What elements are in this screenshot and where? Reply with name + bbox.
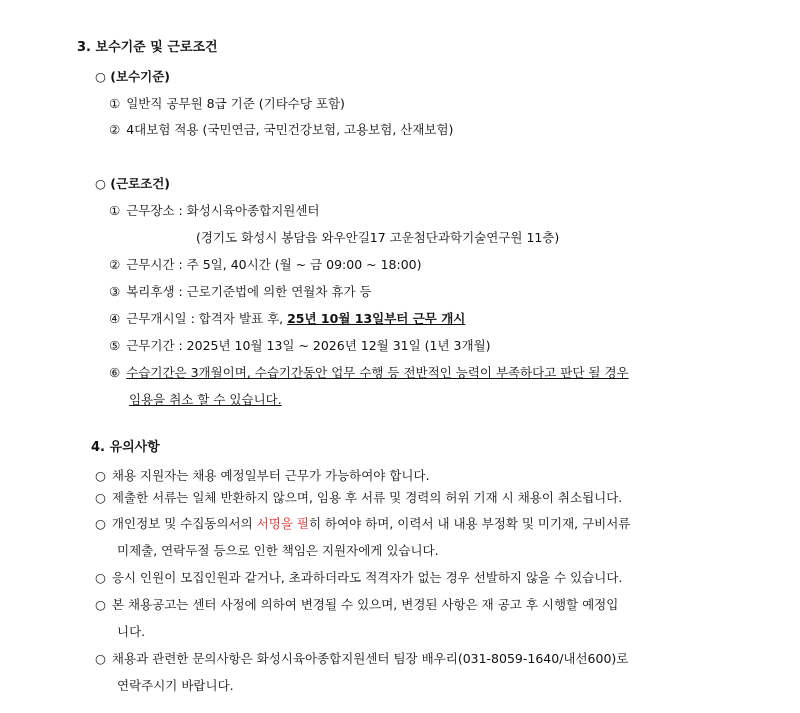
bullet: ○ (95, 490, 106, 505)
section-4-heading: 4. 유의사항 (91, 440, 160, 455)
item-text: 근무시간 : 주 5일, 40시간 (월 ~ 금 09:00 ~ 18:00) (126, 257, 422, 272)
item-number: ② (109, 122, 121, 137)
item-text: 수습기간은 3개월이며, 수습기간동안 업무 수행 등 전반적인 능력이 부족하다고 판단 될 경우 (126, 365, 629, 380)
bullet: ○ (95, 468, 106, 483)
notice-item-6 (95, 649, 628, 669)
item-text: 근무기간 : 2025년 10월 13일 ~ 2026년 12월 31일 (1년 3개월) (126, 338, 491, 353)
section-3-heading: 3. 보수기준 및 근로조건 (77, 40, 218, 55)
notice-text: 제출한 서류는 일체 반환하지 않으며, 임용 후 서류 및 경력의 허위 기재 시 채용이 취소됩니다. (111, 490, 623, 505)
notice-text: 채용 지원자는 채용 예정일부터 근무가 가능하여야 합니다. (111, 468, 430, 483)
work-item-4 (109, 309, 465, 329)
notice-item-2 (95, 488, 622, 508)
item-number: ③ (109, 284, 121, 299)
notice-text: 응시 인원이 모집인원과 같거나, 초과하더라도 적격자가 없는 경우 선발하지 않을 수 있습니다. (111, 570, 623, 585)
notice-text: 개인정보 및 수집동의서의 (111, 516, 257, 531)
notice-text: 본 채용공고는 센터 사정에 의하여 변경될 수 있으며, 변경된 사항은 재 공고 후 시행할 예정입 (111, 597, 619, 612)
pay-item-2 (109, 120, 453, 140)
notice-item-1 (95, 466, 430, 486)
item-number: ① (109, 96, 121, 111)
item-text: 근무개시일 : 합격자 발표 후, (126, 311, 288, 326)
bullet: ○ (95, 651, 106, 666)
work-conditions-title: ○ (근로조건) (95, 176, 170, 191)
notice-text: 히 하여야 하며, 이력서 내 내용 부정확 및 미기재, 구비서류 (308, 516, 631, 531)
item-text: 근무장소 : 화성시육아종합지원센터 (126, 203, 320, 218)
signature-required-emphasis: 서명을 필 (256, 516, 309, 531)
pay-item-1 (109, 94, 345, 114)
notice-text: 채용과 관련한 문의사항은 화성시육아종합지원센터 팀장 배우리(031-8059-1640/내선600)로 (111, 651, 629, 666)
bullet: ○ (95, 570, 106, 585)
work-item-6 (109, 363, 629, 383)
work-item-6-cont: 임용을 취소 할 수 있습니다. (129, 392, 282, 407)
notice-item-6-cont: 연락주시기 바랍니다. (117, 678, 234, 693)
item-number: ⑤ (109, 338, 121, 353)
item-text: 일반직 공무원 8급 기준 (기타수당 포함) (126, 96, 345, 111)
work-item-1 (109, 201, 320, 221)
notice-item-3-cont: 미제출, 연락두절 등으로 인한 책임은 지원자에게 있습니다. (117, 543, 439, 558)
item-number: ② (109, 257, 121, 272)
notice-item-5-cont: 니다. (117, 624, 146, 639)
work-item-3 (109, 282, 372, 302)
bullet: ○ (95, 597, 106, 612)
notice-item-3 (95, 514, 630, 534)
item-number: ① (109, 203, 121, 218)
item-text: 4대보험 적용 (국민연금, 국민건강보험, 고용보험, 산재보험) (126, 122, 454, 137)
notice-item-5 (95, 595, 618, 615)
bullet: ○ (95, 516, 106, 531)
item-number: ④ (109, 311, 121, 326)
start-date-emphasis: 25년 10월 13일부터 근무 개시 (287, 311, 466, 326)
pay-standard-title: ○ (보수기준) (95, 69, 170, 84)
work-item-2 (109, 255, 422, 275)
notice-item-4 (95, 568, 622, 588)
work-item-1-address: (경기도 화성시 봉담읍 와우안길17 고운첨단과학기술연구원 11층) (196, 230, 560, 245)
item-number: ⑥ (109, 365, 121, 380)
work-item-5 (109, 336, 491, 356)
item-text: 복리후생 : 근로기준법에 의한 연월차 휴가 등 (126, 284, 372, 299)
